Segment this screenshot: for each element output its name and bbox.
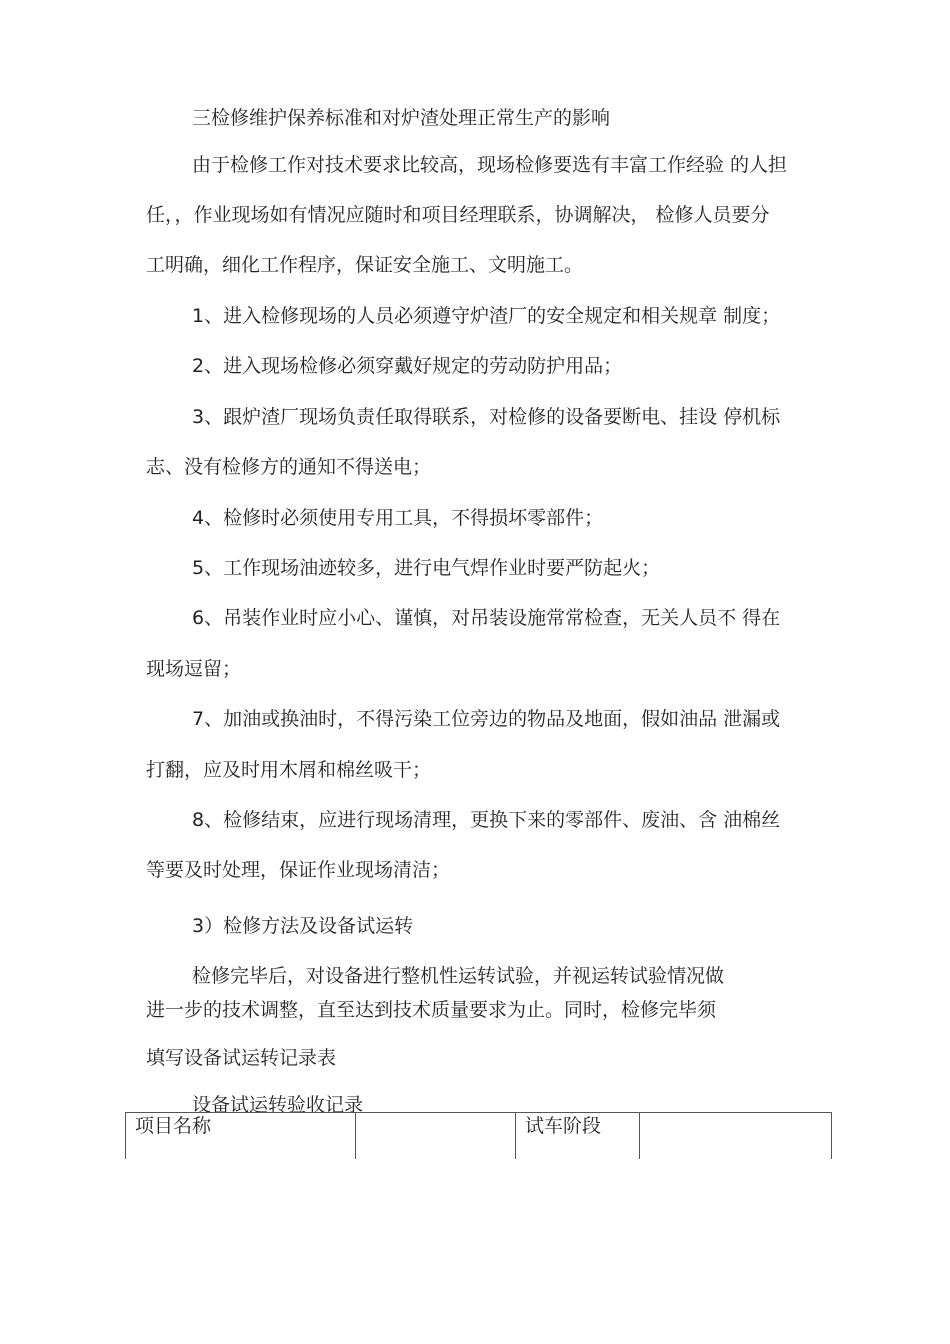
paragraph-line: 检修完毕后，对设备进行整机性运转试验，并视运转试验情况做	[192, 965, 725, 987]
list-item-2: 2、进入现场检修必须穿戴好规定的劳动防护用品；	[192, 355, 623, 377]
list-item-6: 6、吊装作业时应小心、谨慎，对吊装设施常常检查，无关人员不 得在	[192, 607, 781, 629]
subsection-heading: 3）检修方法及设备试运转	[192, 915, 414, 937]
paragraph-line: 填写设备试运转记录表	[146, 1047, 337, 1069]
acceptance-record-table	[125, 1112, 832, 1159]
list-item-3-cont: 志、没有检修方的通知不得送电；	[146, 456, 432, 478]
table-caption: 设备试运转验收记录	[192, 1094, 364, 1116]
paragraph-line: 任，，作业现场如有情况应随时和项目经理联系，协调解决， 检修人员要分	[146, 204, 770, 226]
list-item-5: 5、工作现场油迹较多，进行电气焊作业时要严防起火；	[192, 557, 661, 579]
cell-label: 项目名称	[135, 1115, 212, 1137]
paragraph-line: 由于检修工作对技术要求比较高，现场检修要选有丰富工作经验 的人担	[192, 154, 788, 176]
list-item-7-cont: 打翻，应及时用木屑和棉丝吸干；	[146, 759, 432, 781]
list-item-6-cont: 现场逗留；	[146, 658, 242, 680]
paragraph-line: 工明确，细化工作程序，保证安全施工、文明施工。	[146, 254, 584, 276]
list-item-3: 3、跟炉渣厂现场负责任取得联系，对检修的设备要断电、挂设 停机标	[192, 406, 781, 428]
table-cell-test-stage-label	[515, 1113, 639, 1159]
list-item-1: 1、进入检修现场的人员必须遵守炉渣厂的安全规定和相关规章 制度；	[192, 305, 781, 327]
table-cell-project-name-label	[125, 1113, 355, 1159]
table-cell-project-name-value	[355, 1113, 515, 1159]
list-item-8: 8、检修结束，应进行现场清理，更换下来的零部件、废油、含 油棉丝	[192, 809, 781, 831]
section-heading: 三检修维护保养标准和对炉渣处理正常生产的影响	[192, 107, 611, 129]
table-cell-test-stage-value	[639, 1113, 832, 1159]
list-item-4: 4、检修时必须使用专用工具，不得损坏零部件；	[192, 507, 604, 529]
paragraph-line: 进一步的技术调整，直至达到技术质量要求为止。同时，检修完毕须	[146, 999, 717, 1021]
cell-label: 试车阶段	[525, 1115, 602, 1137]
list-item-8-cont: 等要及时处理，保证作业现场清洁；	[146, 859, 451, 881]
list-item-7: 7、加油或换油时，不得污染工位旁边的物品及地面，假如油品 泄漏或	[192, 708, 781, 730]
